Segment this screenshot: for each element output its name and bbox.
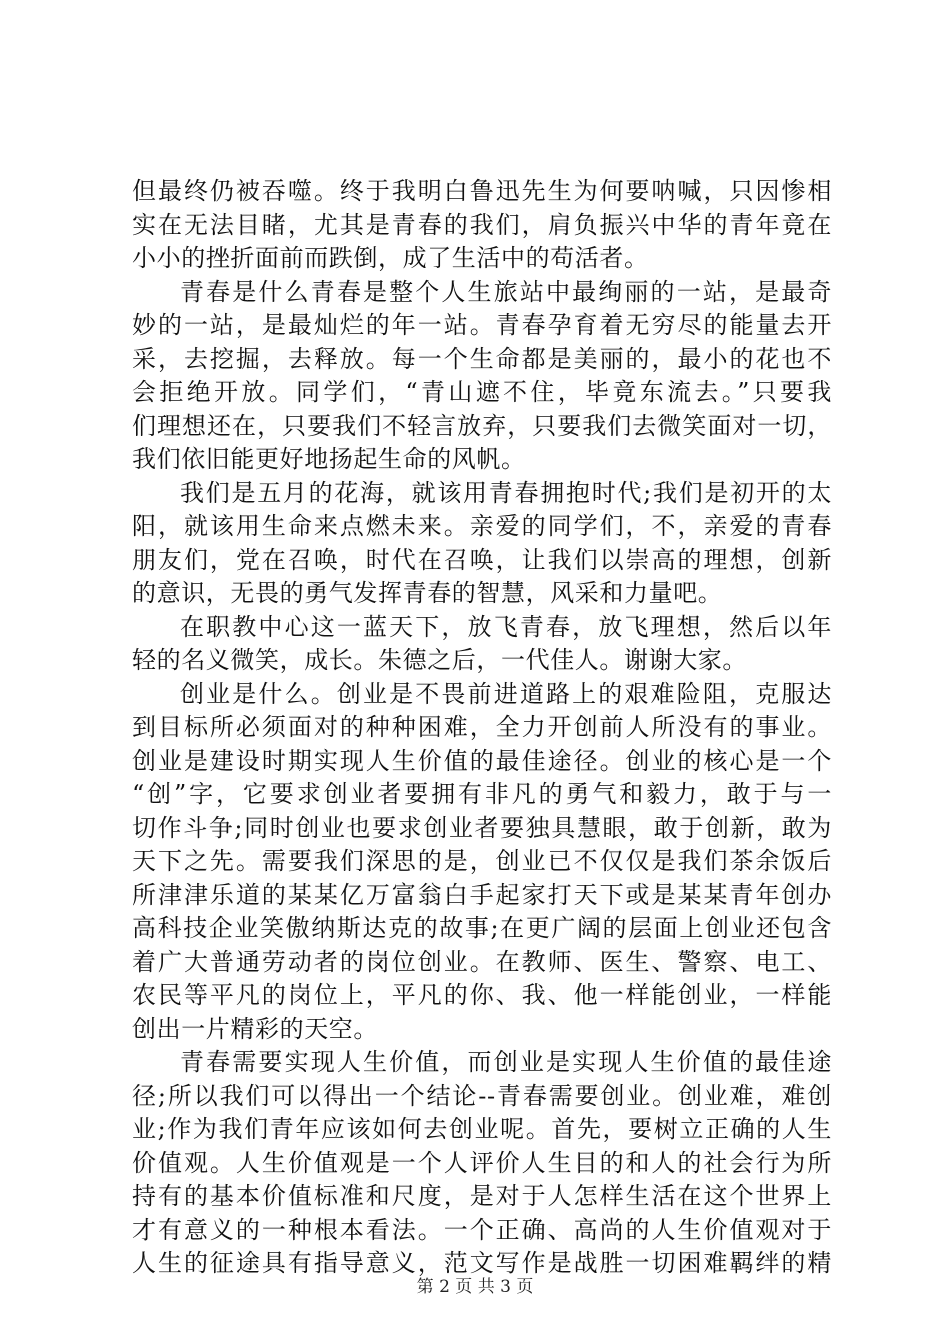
text-line: 才有意义的一种根本看法。一个正确、高尚的人生价值观对于	[132, 1215, 832, 1244]
text-line: 着广大普通劳动者的岗位创业。在教师、医生、警察、电工、	[132, 947, 832, 976]
text-line: 会拒绝开放。同学们，“青山遮不住，毕竟东流去。”只要我	[132, 378, 832, 406]
text-line: 农民等平凡的岗位上，平凡的你、我、他一样能创业，一样能	[132, 981, 832, 1009]
text-line: 创出一片精彩的天空。	[132, 1014, 378, 1043]
text-line: 我们依旧能更好地扬起生命的风帆。	[132, 445, 526, 473]
text-line: 价值观。人生价值观是一个人评价人生目的和人的社会行为所	[132, 1148, 832, 1177]
text-line: 朋友们，党在召唤，时代在召唤，让我们以崇高的理想，创新	[132, 545, 832, 574]
text-line: 我们是五月的花海，就该用青春拥抱时代;我们是初开的太	[180, 478, 832, 507]
text-line: 所津津乐道的某某亿万富翁白手起家打天下或是某某青年创办	[132, 880, 832, 909]
text-line: 到目标所必须面对的种种困难，全力开创前人所没有的事业。	[132, 713, 832, 741]
body-text	[132, 175, 832, 1281]
text-line: 创业是什么。创业是不畏前进道路上的艰难险阻，克服达	[180, 679, 832, 708]
text-line: 实在无法目睹，尤其是青春的我们，肩负振兴中华的青年竟在	[132, 210, 832, 239]
text-line: 但最终仍被吞噬。终于我明白鲁迅先生为何要呐喊，只因惨相	[132, 177, 832, 205]
page-footer: 第 2 页 共 3 页	[416, 1277, 534, 1297]
text-line: 轻的名义微笑，成长。朱德之后，一代佳人。谢谢大家。	[132, 646, 747, 674]
text-line: 小小的挫折面前而跌倒，成了生活中的苟活者。	[132, 244, 649, 272]
text-line: 切作斗争;同时创业也要求创业者要独具慧眼，敢于创新，敢为	[132, 813, 832, 842]
text-line: 采，去挖掘，去释放。每一个生命都是美丽的，最小的花也不	[132, 344, 832, 373]
text-line: 妙的一站，是最灿烂的年一站。青春孕育着无穷尽的能量去开	[132, 311, 832, 339]
text-line: 天下之先。需要我们深思的是，创业已不仅仅是我们茶余饭后	[132, 847, 832, 875]
text-line: 们理想还在，只要我们不轻言放弃，只要我们去微笑面对一切，	[132, 411, 832, 440]
text-line: 阳，就该用生命来点燃未来。亲爱的同学们，不，亲爱的青春	[132, 512, 832, 540]
text-line: 创业是建设时期实现人生价值的最佳途径。创业的核心是一个	[132, 746, 832, 775]
text-line: 青春是什么青春是整个人生旅站中最绚丽的一站，是最奇	[180, 277, 832, 306]
text-line: 业;作为我们青年应该如何去创业呢。首先，要树立正确的人生	[132, 1115, 832, 1143]
text-line: 青春需要实现人生价值，而创业是实现人生价值的最佳途	[180, 1048, 832, 1076]
text-line: 的意识，无畏的勇气发挥青春的智慧，风采和力量吧。	[132, 579, 723, 607]
text-line: 人生的征途具有指导意义，范文写作是战胜一切困难羁绊的精	[132, 1249, 832, 1277]
text-line: 在职教中心这一蓝天下，放飞青春，放飞理想，然后以年	[180, 612, 832, 641]
text-line: 高科技企业笑傲纳斯达克的故事;在更广阔的层面上创业还包含	[132, 914, 832, 942]
text-line: 持有的基本价值标准和尺度，是对于人怎样生活在这个世界上	[132, 1182, 832, 1210]
text-line: “创”字，它要求创业者要拥有非凡的勇气和毅力，敢于与一	[132, 780, 832, 808]
text-line: 径;所以我们可以得出一个结论--青春需要创业。创业难，难创	[132, 1081, 832, 1110]
